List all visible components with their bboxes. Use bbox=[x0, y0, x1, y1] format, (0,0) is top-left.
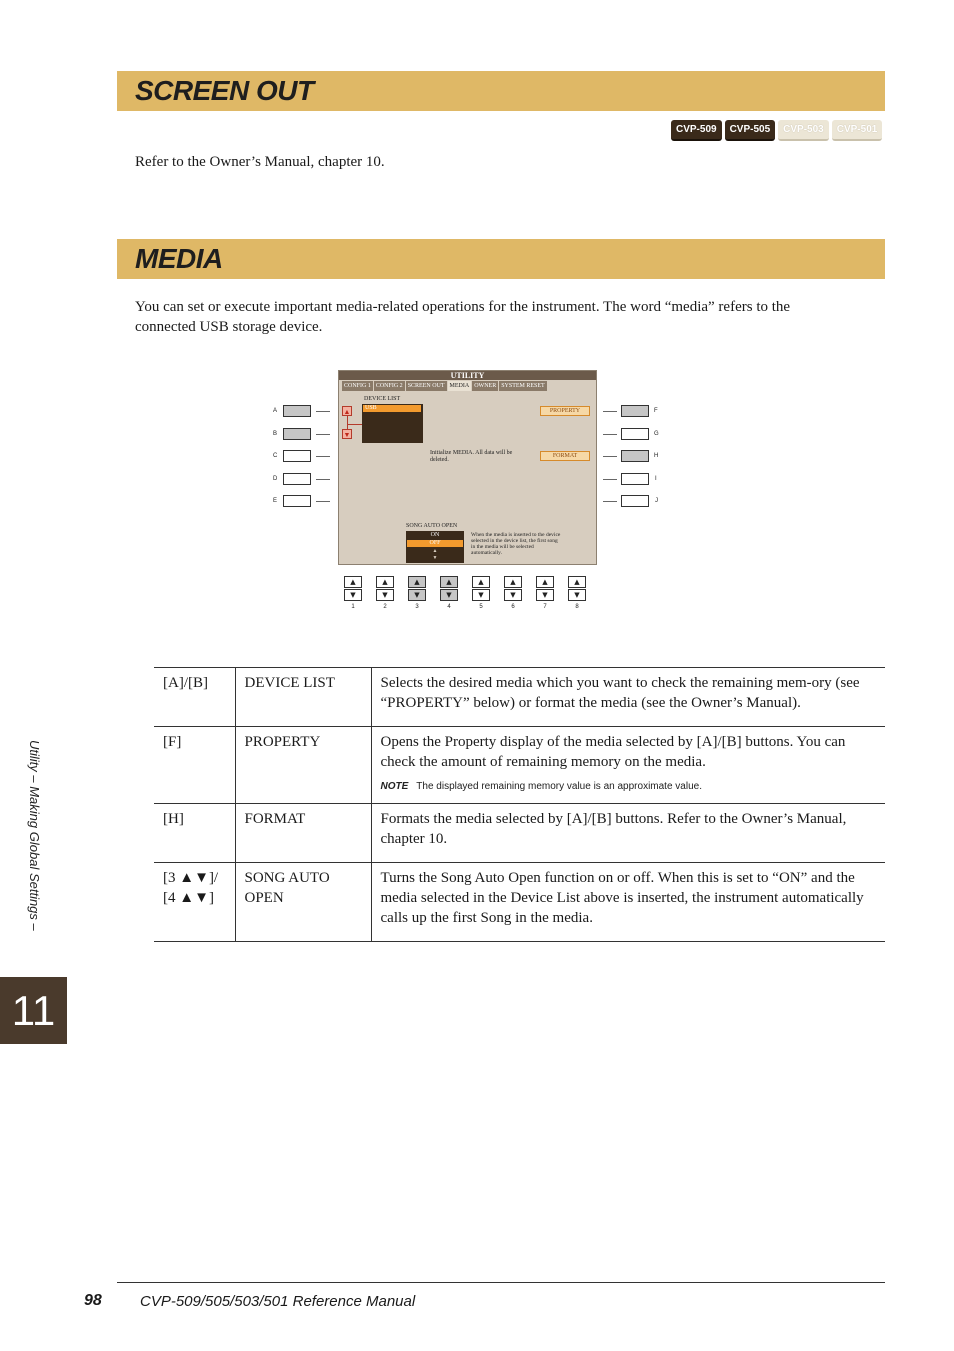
lcd-down-arrow-icon[interactable]: ▼ bbox=[343, 431, 351, 439]
panel-button-1-up[interactable]: ▲ bbox=[344, 576, 362, 588]
note-text: The displayed remaining memory value is an approximate value. bbox=[416, 781, 702, 792]
lcd-tabs bbox=[342, 381, 547, 391]
panel-label-h: H bbox=[654, 453, 659, 459]
table-name-line1: SONG AUTO bbox=[244, 870, 330, 886]
panel-label-i: I bbox=[655, 476, 657, 482]
table-cell-button bbox=[154, 863, 235, 942]
table-button-line2: [4 ▲▼] bbox=[163, 890, 214, 906]
panel-button-6-down[interactable]: ▼ bbox=[504, 589, 522, 601]
lcd-sao-on[interactable]: ON bbox=[430, 532, 440, 538]
panel-button-3-down[interactable]: ▼ bbox=[408, 589, 426, 601]
sidebar-chapter-title: Utility – Making Global Settings – bbox=[27, 740, 42, 931]
panel-button-e[interactable] bbox=[283, 495, 311, 507]
lcd-tab-system-reset[interactable]: SYSTEM RESET bbox=[501, 383, 545, 389]
footer-title: CVP-509/505/503/501 Reference Manual bbox=[140, 1293, 416, 1310]
table-cell-button: [A]/[B] bbox=[154, 668, 235, 727]
panel-button-4-down[interactable]: ▼ bbox=[440, 589, 458, 601]
panel-line-a bbox=[316, 411, 330, 412]
table-row bbox=[154, 804, 885, 863]
lcd-title: UTILITY bbox=[339, 371, 596, 380]
table-cell-name: DEVICE LIST bbox=[235, 668, 371, 727]
panel-button-f[interactable] bbox=[621, 405, 649, 417]
lcd-device-list bbox=[362, 404, 423, 443]
lcd-sao-desc-line3: in the media will be selected bbox=[471, 544, 534, 550]
panel-button-2-down[interactable]: ▼ bbox=[376, 589, 394, 601]
table-row bbox=[154, 727, 885, 804]
panel-label-b: B bbox=[273, 431, 278, 437]
panel-line-f bbox=[603, 411, 617, 412]
lcd-sao-desc-line2: selected in the device list, the first song bbox=[471, 538, 558, 544]
lcd-format-message-line1: Initialize MEDIA. All data will be bbox=[430, 450, 513, 456]
panel-label-3: 3 bbox=[415, 604, 419, 610]
lcd-song-auto-open-label: SONG AUTO OPEN bbox=[406, 523, 458, 529]
panel-button-2-up[interactable]: ▲ bbox=[376, 576, 394, 588]
lcd-display bbox=[338, 370, 597, 565]
lcd-sao-desc-line4: automatically. bbox=[471, 550, 502, 556]
table-cell-name: PROPERTY bbox=[235, 727, 371, 804]
panel-label-4: 4 bbox=[447, 604, 451, 610]
chapter-tab: 11 bbox=[0, 977, 67, 1044]
panel-label-f: F bbox=[654, 408, 658, 414]
panel-line-c bbox=[316, 456, 330, 457]
table-row bbox=[154, 668, 885, 727]
panel-line-i bbox=[603, 479, 617, 480]
table-name-line2: OPEN bbox=[244, 890, 284, 906]
note-tag: NOTE bbox=[380, 781, 409, 792]
lcd-tab-media[interactable]: MEDIA bbox=[449, 383, 470, 389]
panel-label-8: 8 bbox=[575, 604, 579, 610]
lcd-format-button[interactable]: FORMAT bbox=[540, 451, 590, 461]
panel-button-6-up[interactable]: ▲ bbox=[504, 576, 522, 588]
panel-line-b bbox=[316, 434, 330, 435]
lcd-up-arrow-icon[interactable]: ▲ bbox=[343, 408, 351, 416]
model-badge-501: CVP-501 bbox=[832, 120, 883, 141]
panel-button-c[interactable] bbox=[283, 450, 311, 462]
lcd-tab-owner[interactable]: OWNER bbox=[474, 383, 497, 389]
media-intro-line1: You can set or execute important media-related operations for the instrument. The word “media” refers to the bbox=[135, 299, 791, 315]
media-heading: MEDIA bbox=[135, 243, 223, 274]
panel-button-7-up[interactable]: ▲ bbox=[536, 576, 554, 588]
lcd-format-message bbox=[430, 450, 512, 464]
lcd-sao-off[interactable]: OFF bbox=[407, 540, 463, 547]
model-badge-505: CVP-505 bbox=[725, 120, 776, 141]
panel-label-a: A bbox=[273, 408, 278, 414]
table-cell-desc: Selects the desired media which you want to check the remaining mem-ory (see “PROPERTY” below) or format the media (see the Owner’s Manual). bbox=[371, 668, 885, 727]
panel-label-1: 1 bbox=[351, 604, 355, 610]
panel-button-d[interactable] bbox=[283, 473, 311, 485]
panel-label-j: J bbox=[655, 498, 658, 504]
panel-label-d: D bbox=[273, 476, 278, 482]
panel-button-h[interactable] bbox=[621, 450, 649, 462]
media-intro bbox=[135, 297, 885, 337]
lcd-tab-config2[interactable]: CONFIG 2 bbox=[375, 383, 403, 389]
lcd-tab-config1[interactable]: CONFIG 1 bbox=[344, 383, 371, 389]
page-number: 98 bbox=[84, 1292, 102, 1309]
lcd-device-list-label: DEVICE LIST bbox=[364, 396, 401, 402]
panel-line-g bbox=[603, 434, 617, 435]
table-cell-desc bbox=[371, 727, 885, 804]
table-cell-name: FORMAT bbox=[235, 804, 371, 863]
panel-line-e bbox=[316, 501, 330, 502]
panel-button-5-up[interactable]: ▲ bbox=[472, 576, 490, 588]
panel-label-c: C bbox=[273, 453, 278, 459]
panel-label-e: E bbox=[273, 498, 278, 504]
table-cell-desc: Turns the Song Auto Open function on or off. When this is set to “ON” and the media selected in the Device List above is inserted, the instrument automatically calls up the first Song in the media. bbox=[371, 863, 885, 942]
panel-button-8-down[interactable]: ▼ bbox=[568, 589, 586, 601]
media-header bbox=[117, 239, 885, 279]
lcd-device-usb[interactable]: USB bbox=[363, 405, 421, 412]
panel-button-j[interactable] bbox=[621, 495, 649, 507]
table-row bbox=[154, 863, 885, 942]
panel-line-j bbox=[603, 501, 617, 502]
lcd-sao-desc-line1: When the media is inserted to the device bbox=[471, 532, 561, 538]
screen-out-header bbox=[117, 71, 885, 111]
media-intro-line2: connected USB storage device. bbox=[135, 319, 323, 335]
panel-button-5-down[interactable]: ▼ bbox=[472, 589, 490, 601]
lcd-tab-screen-out[interactable]: SCREEN OUT bbox=[407, 383, 445, 389]
panel-label-g: G bbox=[654, 431, 659, 437]
table-cell-button: [F] bbox=[154, 727, 235, 804]
screen-out-heading: SCREEN OUT bbox=[135, 75, 314, 106]
panel-label-2: 2 bbox=[383, 604, 387, 610]
lcd-sao-down-icon[interactable]: ▼ bbox=[432, 556, 438, 561]
panel-button-b[interactable] bbox=[283, 428, 311, 440]
panel-button-i[interactable] bbox=[621, 473, 649, 485]
panel-line-d bbox=[316, 479, 330, 480]
panel-button-g[interactable] bbox=[621, 428, 649, 440]
panel-button-3-up[interactable]: ▲ bbox=[408, 576, 426, 588]
table-cell-desc: Formats the media selected by [A]/[B] buttons. Refer to the Owner’s Manual, chapter 10. bbox=[371, 804, 885, 863]
footer-rule bbox=[117, 1282, 885, 1283]
model-badges bbox=[671, 120, 882, 141]
lcd-format-message-line2: deleted. bbox=[430, 457, 449, 463]
lcd-sao-description bbox=[471, 532, 560, 556]
panel-button-8-up[interactable]: ▲ bbox=[568, 576, 586, 588]
model-badge-503: CVP-503 bbox=[778, 120, 829, 141]
panel-label-5: 5 bbox=[479, 604, 483, 610]
panel-button-4-up[interactable]: ▲ bbox=[440, 576, 458, 588]
lcd-arrow-connector bbox=[347, 416, 348, 429]
table-desc-text: Opens the Property display of the media selected by [A]/[B] buttons. You can check the amount of remaining memory on the media. bbox=[380, 734, 846, 770]
screen-out-text: Refer to the Owner’s Manual, chapter 10. bbox=[135, 154, 385, 170]
lcd-property-button[interactable]: PROPERTY bbox=[540, 406, 590, 416]
table-note bbox=[381, 781, 877, 793]
model-badge-509: CVP-509 bbox=[671, 120, 722, 141]
panel-label-6: 6 bbox=[511, 604, 515, 610]
panel-button-a[interactable] bbox=[283, 405, 311, 417]
table-cell-name bbox=[235, 863, 371, 942]
media-parameter-table bbox=[154, 667, 885, 942]
panel-button-1-down[interactable]: ▼ bbox=[344, 589, 362, 601]
table-button-line1: [3 ▲▼]/ bbox=[163, 870, 219, 886]
lcd-arrow-connector-h bbox=[347, 424, 362, 425]
panel-label-7: 7 bbox=[543, 604, 547, 610]
panel-line-h bbox=[603, 456, 617, 457]
lcd-sao-up-icon[interactable]: ▲ bbox=[432, 549, 438, 554]
lcd-song-auto-open-selector[interactable] bbox=[406, 531, 464, 563]
table-cell-button: [H] bbox=[154, 804, 235, 863]
panel-button-7-down[interactable]: ▼ bbox=[536, 589, 554, 601]
